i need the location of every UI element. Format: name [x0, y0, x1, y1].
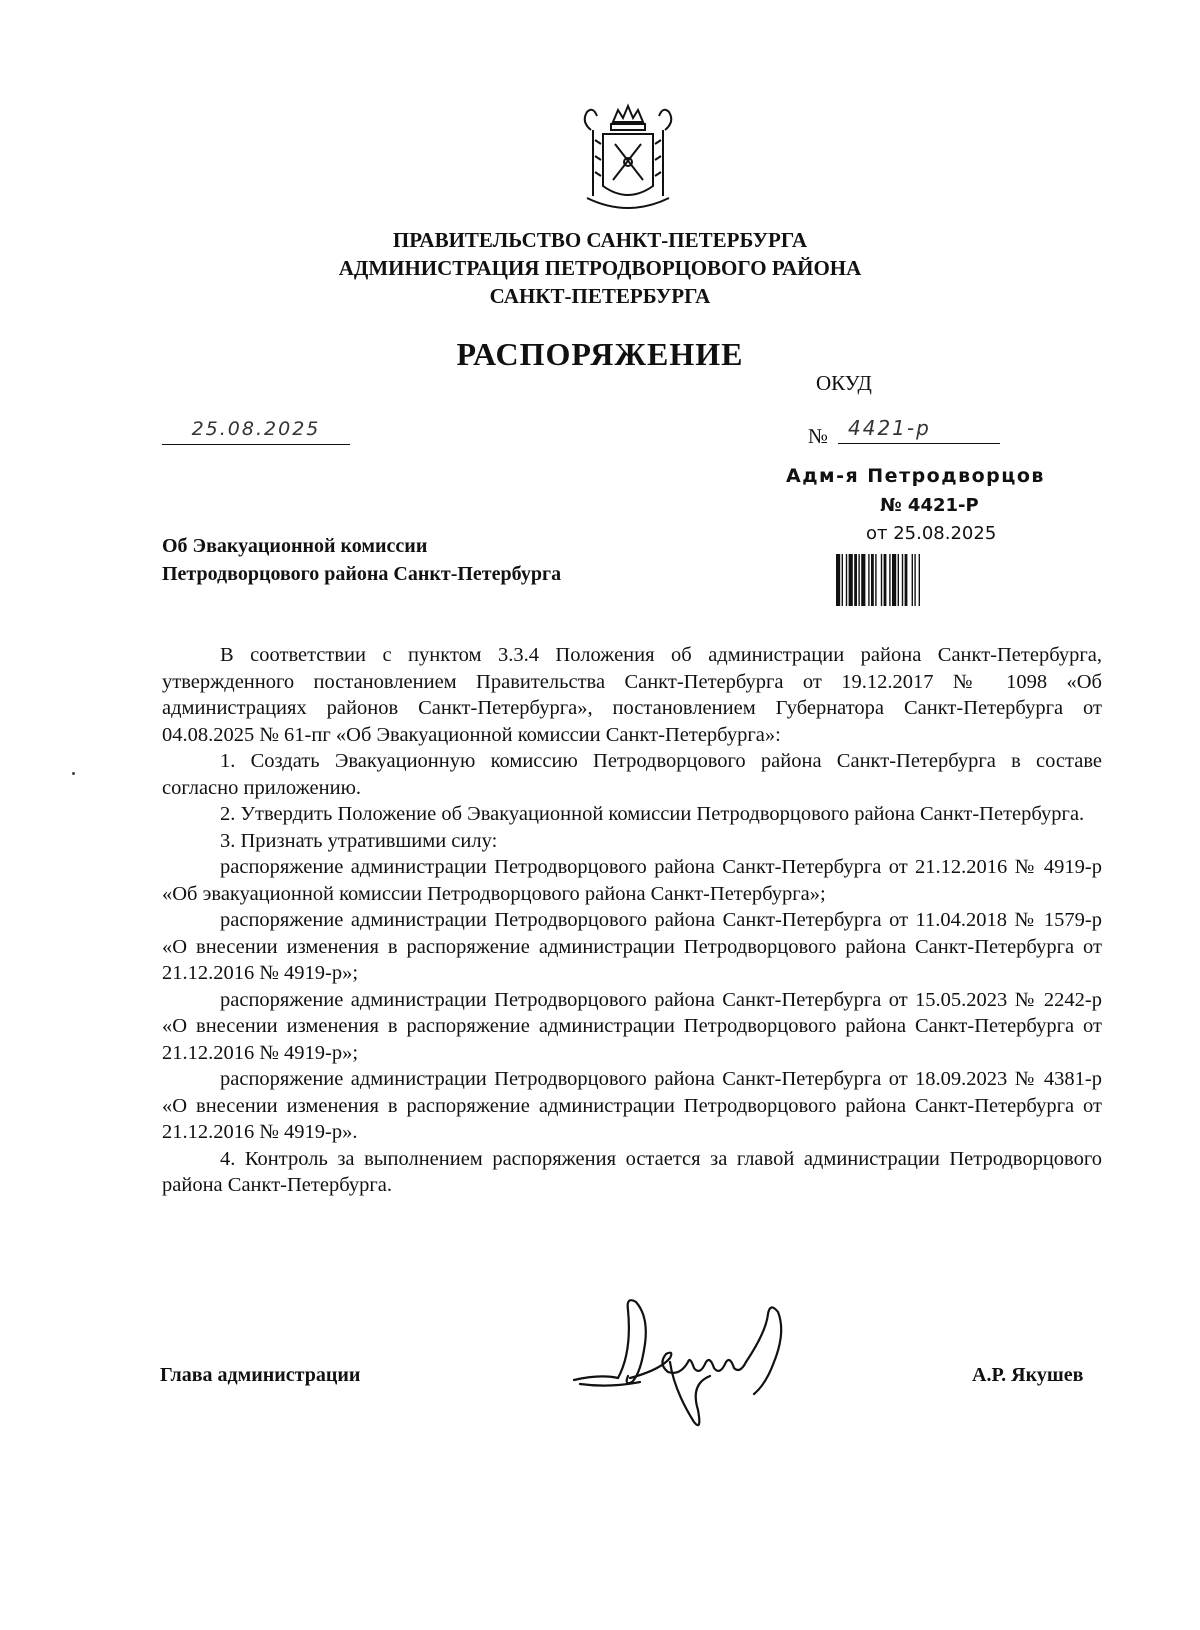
item-paragraph: 2. Утвердить Положение об Эвакуационной комиссии Петродворцового района Санкт-Петербурга.	[220, 803, 1085, 825]
barcode-bar	[868, 554, 869, 606]
document-body	[162, 642, 1102, 1199]
barcode-bar	[842, 554, 843, 606]
barcode-bar	[902, 554, 903, 606]
barcode-image	[836, 554, 1018, 606]
item-paragraph: 1. Создать Эвакуационную комиссию Петродворцового района Санкт-Петербурга в составе согласно приложению.	[162, 750, 1102, 799]
barcode-bar	[875, 554, 876, 606]
barcode-bar	[858, 554, 859, 606]
okud-label: ОКУД	[816, 371, 872, 395]
margin-dot	[72, 772, 75, 775]
coat-of-arms-emblem	[573, 100, 683, 218]
barcode-bar	[861, 554, 865, 606]
barcode-bar	[898, 554, 899, 606]
subject-line-2: Петродворцового района Санкт-Петербурга	[162, 563, 562, 585]
barcode-bar	[884, 554, 887, 606]
handwritten-number: 4421-р	[838, 416, 1000, 444]
stamp-number: № 4421-Р	[880, 495, 979, 516]
stamp-date: от 25.08.2025	[866, 523, 997, 544]
item-paragraph: распоряжение администрации Петродворцового района Санкт-Петербурга от 21.12.2016 № 4919-р «Об эвакуационной комиссии Петродворцового района Санкт-Петербурга»;	[162, 856, 1102, 905]
subject-block	[162, 532, 561, 588]
header-line-2: АДМИНИСТРАЦИЯ ПЕТРОДВОРЦОВОГО РАЙОНА	[338, 256, 862, 280]
barcode-bar	[889, 554, 890, 606]
barcode-bar	[836, 554, 840, 606]
barcode-bar	[854, 554, 857, 606]
barcode-bar	[846, 554, 847, 606]
item-paragraph: распоряжение администрации Петродворцового района Санкт-Петербурга от 18.09.2023 № 4381-р «О внесении изменения в распоряжение администрации Петродворцового района Санкт-Петербурга от 21.12.2016 № 4919-р».	[162, 1068, 1102, 1143]
item-paragraph: 4. Контроль за выполнением распоряжения остается за главой администрации Петродворцового района Санкт-Петербурга.	[162, 1147, 1102, 1196]
handwritten-date: 25.08.2025	[162, 418, 350, 445]
handwritten-signature	[570, 1292, 820, 1432]
header-line-1: ПРАВИТЕЛЬСТВО САНКТ-ПЕТЕРБУРГА	[392, 228, 808, 252]
item-paragraph: распоряжение администрации Петродворцового района Санкт-Петербурга от 15.05.2023 № 2242-р «О внесении изменения в распоряжение администрации Петродворцового района Санкт-Петербурга от 21.12.2016 № 4919-р»;	[162, 988, 1102, 1064]
barcode-bar	[881, 554, 882, 606]
stamp-organization: Адм-я Петродворцов	[786, 465, 1045, 487]
subject-line-1: Об Эвакуационной комиссии	[162, 535, 428, 557]
document-title: РАСПОРЯЖЕНИЕ	[456, 336, 744, 372]
number-sign: №	[808, 424, 829, 448]
preamble-paragraph: В соответствии с пунктом 3.3.4 Положения об администрации района Санкт-Петербурга, утвержденного постановлением Правительства Санкт-Петербурга от 19.12.2017 № 1098 «Об администрациях районов Санкт-Петербурга», постановлением Губернатора Санкт-Петербурга от 04.08.2025 № 61-пг «Об Эвакуационной комиссии Санкт-Петербурга»:	[162, 644, 1102, 746]
barcode-bar	[919, 554, 920, 606]
item-paragraph: распоряжение администрации Петродворцового района Санкт-Петербурга от 11.04.2018 № 1579-р «О внесении изменения в распоряжение администрации Петродворцового района Санкт-Петербурга от 21.12.2016 № 4919-р»;	[162, 909, 1102, 984]
header-line-3: САНКТ-ПЕТЕРБУРГА	[489, 284, 711, 308]
barcode-bar	[892, 554, 896, 606]
barcode-bar	[912, 554, 913, 606]
barcode-bar	[914, 554, 915, 606]
barcode-bar	[905, 554, 908, 606]
signatory-position: Глава администрации	[160, 1364, 361, 1386]
barcode-bar	[871, 554, 874, 606]
barcode-bar	[849, 554, 853, 606]
signatory-name: А.Р. Якушев	[972, 1364, 1084, 1386]
item-paragraph: 3. Признать утратившими силу:	[220, 829, 498, 852]
